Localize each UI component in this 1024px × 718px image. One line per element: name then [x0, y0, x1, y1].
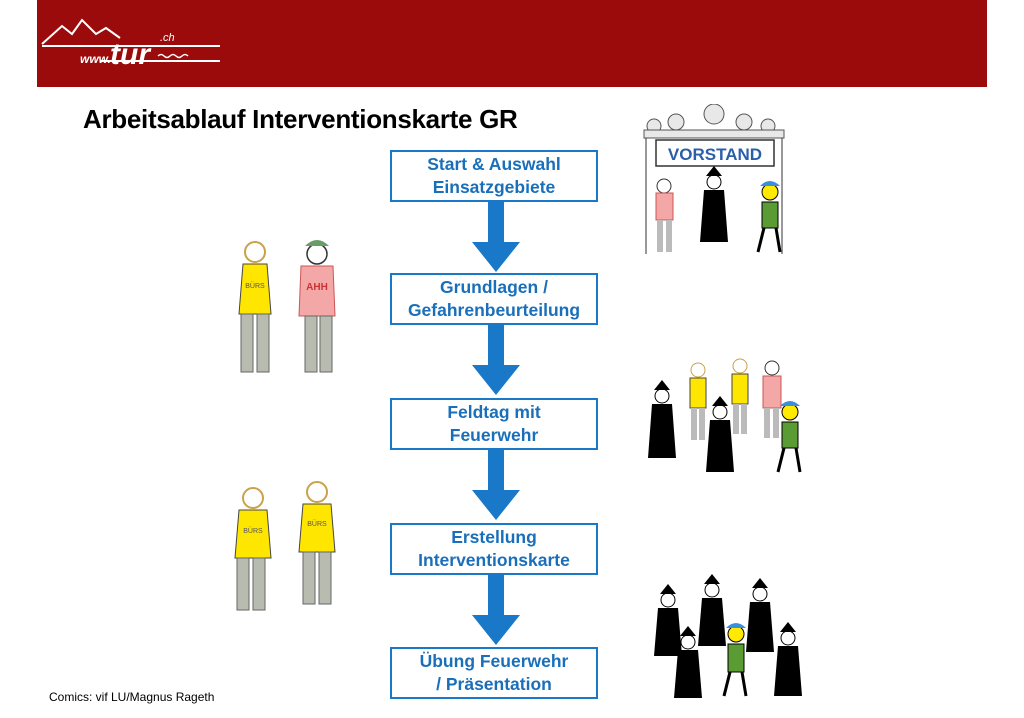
step-grundlagen[interactable] — [390, 273, 598, 325]
crowd-illustration — [640, 572, 815, 702]
page-title: Arbeitsablauf Interventionskarte GR — [83, 104, 518, 134]
tur-logo[interactable] — [40, 14, 230, 74]
shirt-label: BÜRS — [245, 283, 265, 290]
logo-suffix: .ch — [160, 32, 175, 44]
step-line: / Präsentation — [436, 674, 552, 694]
step-line: Interventionskarte — [418, 550, 570, 570]
step-line: Start & Auswahl — [427, 154, 561, 174]
step-uebung[interactable] — [390, 647, 598, 699]
down-arrow-icon — [470, 575, 522, 647]
mountain-icon — [42, 20, 120, 44]
people-group-illustration — [225, 230, 355, 378]
logo-prefix: www. — [80, 52, 111, 66]
down-arrow-icon — [470, 325, 522, 397]
step-line: Gefahrenbeurteilung — [407, 300, 581, 320]
step-line: Feldtag mit — [447, 402, 541, 422]
step-line: Übung Feuerwehr — [419, 651, 569, 671]
yellow-people-illustration — [225, 478, 350, 613]
step-line: Feuerwehr — [449, 425, 539, 445]
logo-main: tur — [110, 38, 150, 71]
step-erstellung[interactable] — [390, 523, 598, 575]
image-credit: Comics: vif LU/Magnus Rageth — [49, 690, 215, 704]
step-line: Erstellung — [451, 527, 537, 547]
shirt-label: BÜRS — [243, 528, 263, 535]
vorstand-illustration — [636, 104, 786, 259]
step-line: Einsatzgebiete — [432, 177, 556, 197]
step-start[interactable] — [390, 150, 598, 202]
down-arrow-icon — [470, 450, 522, 522]
step-line: Grundlagen / — [440, 277, 548, 297]
step-feldtag[interactable] — [390, 398, 598, 450]
shirt-label: AHH — [306, 282, 328, 293]
shirt-label: BÜRS — [307, 521, 327, 528]
down-arrow-icon — [470, 202, 522, 274]
feldtag-group-illustration — [640, 350, 815, 475]
vorstand-label: VORSTAND — [667, 145, 763, 164]
